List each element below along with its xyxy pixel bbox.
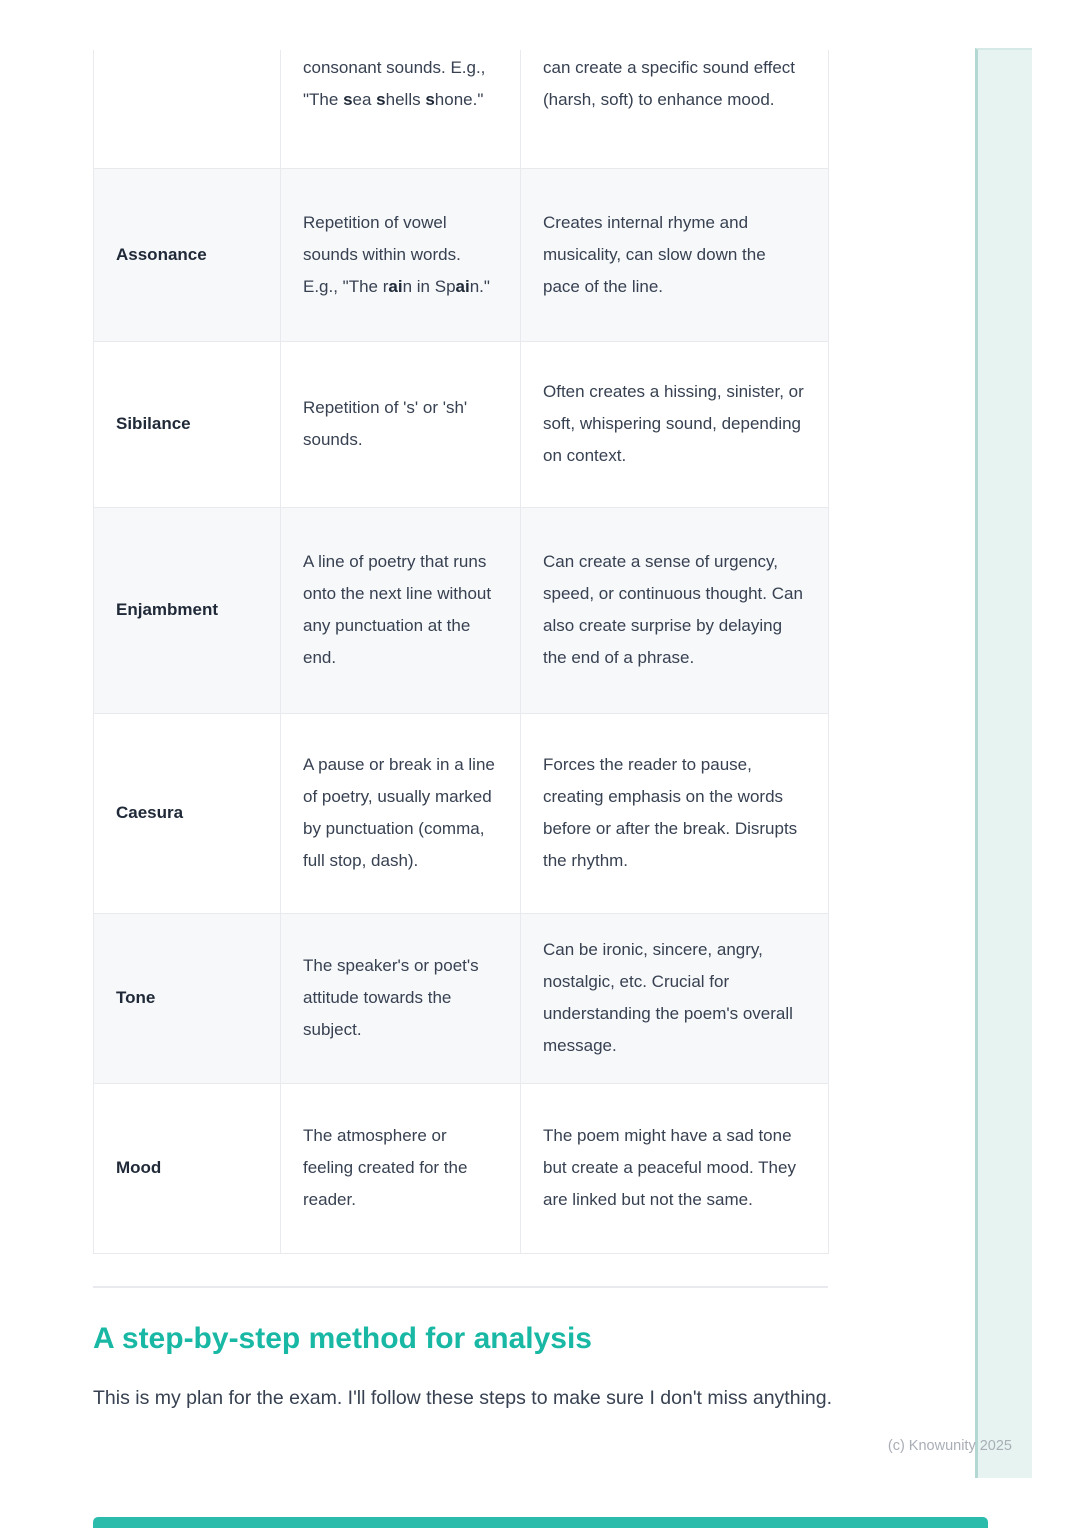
table-row [94,507,829,713]
definition-cell: The speaker's or poet's attitude towards the subject. [281,913,521,1083]
term-cell: Assonance [94,168,281,341]
table-row [94,341,829,507]
term-cell: Caesura [94,713,281,913]
body-paragraph: This is my plan for the exam. I'll follow these steps to make sure I don't miss anything. [93,1387,833,1409]
term-cell: Sibilance [94,341,281,507]
effect-cell: Can create a sense of urgency, speed, or continuous thought. Can also create surprise by delaying the end of a phrase. [521,507,829,713]
definition-cell: A pause or break in a line of poetry, usually marked by punctuation (comma, full stop, dash). [281,713,521,913]
effect-cell: can create a specific sound effect (harsh, soft) to enhance mood. [521,50,829,168]
definition-cell: A line of poetry that runs onto the next line without any punctuation at the end. [281,507,521,713]
effect-cell: The poem might have a sad tone but create a peaceful mood. They are linked but not the same. [521,1083,829,1253]
definition-cell: consonant sounds. E.g., "The sea shells shone." [281,50,521,168]
term-cell: Enjambment [94,507,281,713]
table-row [94,713,829,913]
decorative-side-stripe [975,48,1032,1478]
watermark: (c) Knowunity 2025 [887,1438,1012,1454]
section-heading: A step-by-step method for analysis [93,1322,592,1355]
definition-cell: Repetition of vowel sounds within words. E.g., "The rain in Spain." [281,168,521,341]
poetic-devices-table [93,50,829,1254]
term-cell: Tone [94,913,281,1083]
effect-cell: Creates internal rhyme and musicality, can slow down the pace of the line. [521,168,829,341]
term-cell [94,50,281,168]
table-row [94,168,829,341]
next-page-edge-bar [93,1517,988,1528]
effect-cell: Often creates a hissing, sinister, or soft, whispering sound, depending on context. [521,341,829,507]
definition-cell: The atmosphere or feeling created for the reader. [281,1083,521,1253]
table-row [94,1083,829,1253]
definition-cell: Repetition of 's' or 'sh' sounds. [281,341,521,507]
section-divider [93,1286,828,1288]
term-cell: Mood [94,1083,281,1253]
table-row [94,50,829,168]
table-row [94,913,829,1083]
effect-cell: Forces the reader to pause, creating emphasis on the words before or after the break. Disrupts the rhythm. [521,713,829,913]
effect-cell: Can be ironic, sincere, angry, nostalgic, etc. Crucial for understanding the poem's overall message. [521,913,829,1083]
